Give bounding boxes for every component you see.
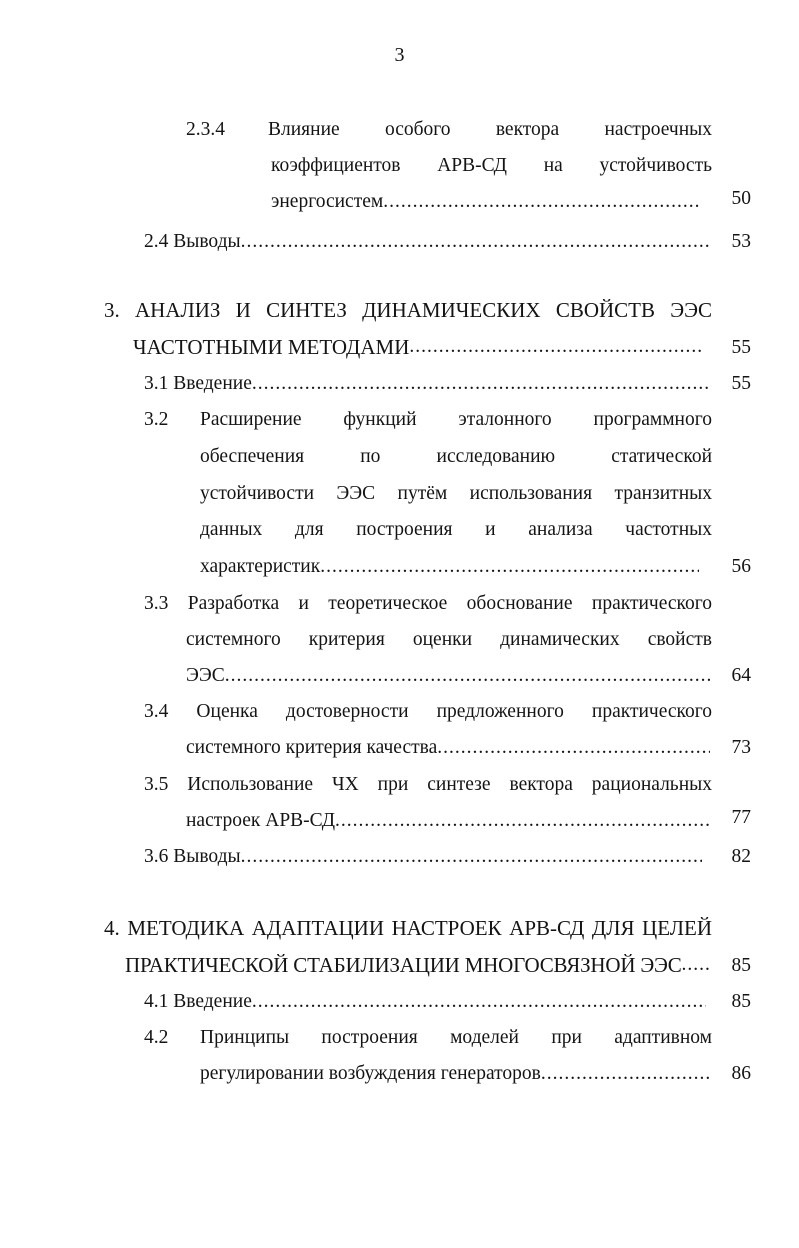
dot-leader — [383, 189, 699, 215]
toc-leader-line — [186, 663, 710, 689]
toc-leader-line — [125, 952, 712, 978]
toc-title-line: обеспечения по исследованию статической — [200, 446, 712, 467]
toc-title-line: Расширение функций эталонного программного — [200, 409, 712, 430]
toc-leader-line — [144, 844, 702, 870]
toc-leader-line — [186, 735, 710, 761]
dot-leader — [241, 229, 710, 255]
toc-leader-line — [200, 1061, 712, 1087]
chapter-title-line: 3. АНАЛИЗ И СИНТЕЗ ДИНАМИЧЕСКИХ СВОЙСТВ ЭЭС — [104, 298, 712, 322]
page-ref: 77 — [731, 807, 751, 828]
toc-title-line: системного критерия качества — [186, 737, 438, 758]
toc-title: 4.1 Введение — [144, 991, 252, 1012]
toc-title-line: Принципы построения моделей при адаптивном — [200, 1027, 712, 1048]
toc-title: 2.4 Выводы — [144, 231, 241, 252]
page-ref: 55 — [731, 337, 751, 358]
dot-leader — [241, 844, 702, 870]
page-ref: 82 — [731, 846, 751, 867]
toc-title: 3.1 Введение — [144, 373, 252, 394]
section-number: 4.2 — [144, 1027, 169, 1048]
toc-title-line: настроек АРВ-СД — [186, 810, 336, 831]
page-number: 3 — [394, 44, 405, 66]
page-ref: 85 — [731, 955, 751, 976]
toc-title-line: 3.4 Оценка достоверности предложенного практического — [144, 701, 712, 722]
toc-title-line: регулировании возбуждения генераторов — [200, 1063, 541, 1084]
dot-leader — [335, 808, 710, 834]
page-ref: 86 — [731, 1063, 751, 1084]
toc-title-line: коэффициентов АРВ-СД на устойчивость — [271, 155, 712, 176]
toc-title-line: устойчивости ЭЭС путём использования транзитных — [200, 483, 712, 504]
toc-title-line: 3.5 Использование ЧХ при синтезе вектора рациональных — [144, 774, 712, 795]
chapter-title-line: ПРАКТИЧЕСКОЙ СТАБИЛИЗАЦИИ МНОГОСВЯЗНОЙ ЭЭС — [125, 953, 682, 977]
toc-leader-line — [200, 554, 699, 580]
page-ref: 56 — [731, 556, 751, 577]
dot-leader — [252, 371, 710, 397]
toc-title: 3.6 Выводы — [144, 846, 241, 867]
page-ref: 53 — [731, 231, 751, 252]
toc-leader-line — [186, 808, 710, 834]
page-ref: 50 — [731, 188, 751, 209]
dot-leader — [437, 735, 710, 761]
section-number: 2.3.4 — [186, 119, 225, 140]
dot-leader — [320, 554, 699, 580]
toc-leader-line — [133, 334, 703, 360]
toc-title-line: характеристик — [200, 556, 321, 577]
dot-leader — [225, 663, 710, 689]
toc-title-line: энергосистем — [271, 191, 384, 212]
page-ref: 55 — [731, 373, 751, 394]
toc-leader-line — [144, 989, 706, 1015]
page-ref: 85 — [731, 991, 751, 1012]
toc-title-line: Влияние особого вектора настроечных — [268, 119, 712, 140]
page-ref: 73 — [731, 737, 751, 758]
toc-leader-line — [144, 371, 710, 397]
toc-title-line: данных для построения и анализа частотных — [200, 519, 712, 540]
toc-leader-line — [144, 229, 710, 255]
toc-title-line: системного критерия оценки динамических свойств — [186, 629, 712, 650]
dot-leader — [682, 952, 712, 978]
page-ref: 64 — [731, 665, 751, 686]
dot-leader — [541, 1061, 712, 1087]
section-number: 3.2 — [144, 409, 169, 430]
dot-leader — [252, 989, 706, 1015]
toc-title-line: 3.3 Разработка и теоретическое обоснование практического — [144, 593, 712, 614]
chapter-title-line: ЧАСТОТНЫМИ МЕТОДАМИ — [133, 335, 410, 359]
toc-title-line: ЭЭС — [186, 665, 225, 686]
chapter-title-line: 4. МЕТОДИКА АДАПТАЦИИ НАСТРОЕК АРВ-СД ДЛЯ ЦЕЛЕЙ — [104, 916, 712, 940]
dot-leader — [409, 334, 703, 360]
toc-leader-line — [271, 189, 699, 215]
